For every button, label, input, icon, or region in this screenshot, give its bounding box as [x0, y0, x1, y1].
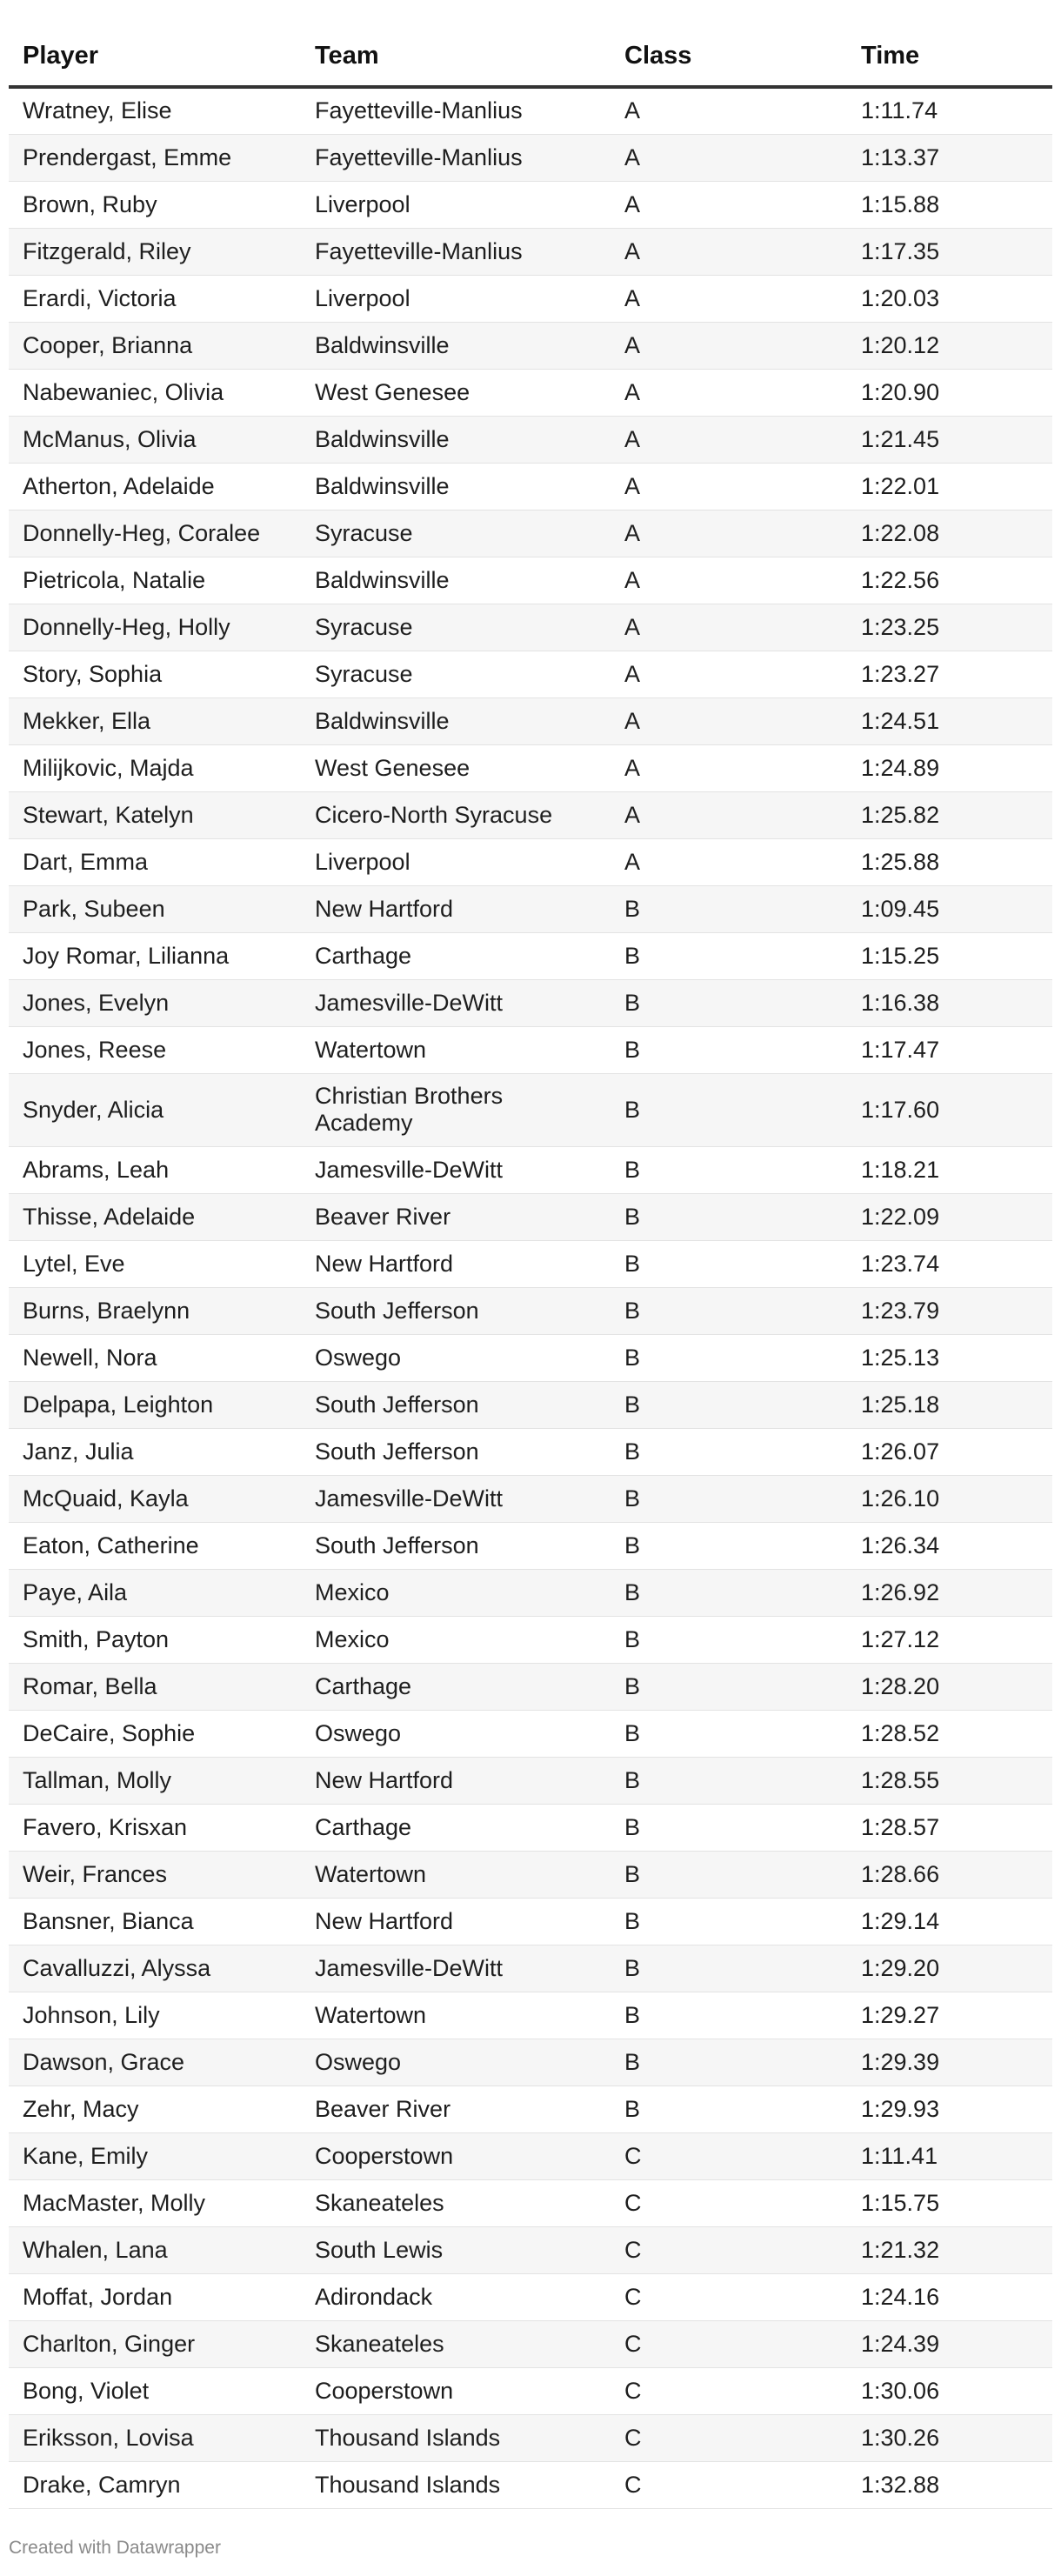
cell-class: B: [611, 1992, 847, 2039]
cell-class: C: [611, 2132, 847, 2179]
cell-player: Favero, Krisxan: [9, 1804, 301, 1851]
cell-player: Delpapa, Leighton: [9, 1381, 301, 1428]
cell-time: 1:15.75: [847, 2179, 1052, 2226]
cell-team: Carthage: [301, 1804, 611, 1851]
cell-time: 1:26.92: [847, 1569, 1052, 1616]
cell-team: Mexico: [301, 1616, 611, 1663]
cell-class: B: [611, 1381, 847, 1428]
cell-time: 1:26.07: [847, 1428, 1052, 1475]
cell-class: B: [611, 1569, 847, 1616]
cell-class: B: [611, 1710, 847, 1757]
cell-class: A: [611, 791, 847, 838]
cell-player: Atherton, Adelaide: [9, 463, 301, 510]
cell-player: Kane, Emily: [9, 2132, 301, 2179]
table-row: [9, 1522, 1052, 1569]
cell-class: C: [611, 2226, 847, 2273]
cell-time: 1:27.12: [847, 1616, 1052, 1663]
cell-team: Carthage: [301, 932, 611, 979]
cell-class: A: [611, 744, 847, 791]
cell-time: 1:16.38: [847, 979, 1052, 1026]
cell-player: McManus, Olivia: [9, 416, 301, 463]
cell-time: 1:23.74: [847, 1240, 1052, 1287]
header-row: [9, 26, 1052, 87]
table-row: [9, 557, 1052, 604]
cell-team: South Lewis: [301, 2226, 611, 2273]
cell-time: 1:24.39: [847, 2320, 1052, 2367]
cell-team: Oswego: [301, 1710, 611, 1757]
table-row: [9, 416, 1052, 463]
cell-player: Donnelly-Heg, Coralee: [9, 510, 301, 557]
table-row: [9, 1851, 1052, 1898]
cell-team: Jamesville-DeWitt: [301, 1945, 611, 1992]
cell-player: MacMaster, Molly: [9, 2179, 301, 2226]
cell-team: South Jefferson: [301, 1522, 611, 1569]
cell-player: Janz, Julia: [9, 1428, 301, 1475]
cell-time: 1:29.20: [847, 1945, 1052, 1992]
cell-time: 1:18.21: [847, 1146, 1052, 1193]
table-row: [9, 979, 1052, 1026]
results-table: [9, 26, 1052, 2509]
datawrapper-credit: Created with Datawrapper: [9, 2538, 221, 2558]
cell-player: Milijkovic, Majda: [9, 744, 301, 791]
cell-player: Abrams, Leah: [9, 1146, 301, 1193]
cell-team: Watertown: [301, 1851, 611, 1898]
cell-player: Smith, Payton: [9, 1616, 301, 1663]
cell-player: Johnson, Lily: [9, 1992, 301, 2039]
cell-time: 1:29.27: [847, 1992, 1052, 2039]
cell-team: Adirondack: [301, 2273, 611, 2320]
table-row: [9, 1710, 1052, 1757]
cell-player: Whalen, Lana: [9, 2226, 301, 2273]
cell-time: 1:24.51: [847, 697, 1052, 744]
cell-class: A: [611, 369, 847, 416]
table-row: [9, 275, 1052, 322]
cell-class: B: [611, 1757, 847, 1804]
cell-team: West Genesee: [301, 369, 611, 416]
table-header: [9, 26, 1052, 87]
cell-team: Syracuse: [301, 604, 611, 651]
cell-time: 1:28.57: [847, 1804, 1052, 1851]
cell-time: 1:15.25: [847, 932, 1052, 979]
cell-player: Tallman, Molly: [9, 1757, 301, 1804]
cell-time: 1:22.01: [847, 463, 1052, 510]
cell-class: B: [611, 932, 847, 979]
header-time[interactable]: Time: [847, 26, 1052, 87]
cell-player: Wratney, Elise: [9, 87, 301, 134]
cell-class: B: [611, 1428, 847, 1475]
cell-player: Thisse, Adelaide: [9, 1193, 301, 1240]
cell-team: South Jefferson: [301, 1428, 611, 1475]
cell-player: Eriksson, Lovisa: [9, 2414, 301, 2461]
table-row: [9, 2461, 1052, 2508]
table-body: [9, 87, 1052, 2508]
cell-time: 1:20.12: [847, 322, 1052, 369]
cell-class: B: [611, 1240, 847, 1287]
cell-player: Dawson, Grace: [9, 2039, 301, 2085]
cell-class: B: [611, 1851, 847, 1898]
cell-player: Moffat, Jordan: [9, 2273, 301, 2320]
table-row: [9, 1334, 1052, 1381]
cell-team: Watertown: [301, 1992, 611, 2039]
cell-team: Beaver River: [301, 2085, 611, 2132]
table-row: [9, 1026, 1052, 1073]
table-row: [9, 2320, 1052, 2367]
cell-team: Baldwinsville: [301, 416, 611, 463]
cell-time: 1:29.93: [847, 2085, 1052, 2132]
table-row: [9, 697, 1052, 744]
cell-team: Liverpool: [301, 181, 611, 228]
table-row: [9, 87, 1052, 134]
cell-player: Story, Sophia: [9, 651, 301, 697]
table-row: [9, 651, 1052, 697]
cell-team: Baldwinsville: [301, 557, 611, 604]
cell-team: New Hartford: [301, 1898, 611, 1945]
table-row: [9, 1804, 1052, 1851]
cell-team: South Jefferson: [301, 1381, 611, 1428]
cell-class: A: [611, 651, 847, 697]
table-row: [9, 228, 1052, 275]
cell-time: 1:21.45: [847, 416, 1052, 463]
cell-time: 1:28.66: [847, 1851, 1052, 1898]
cell-player: Park, Subeen: [9, 885, 301, 932]
cell-team: Syracuse: [301, 651, 611, 697]
table-row: [9, 1757, 1052, 1804]
cell-team: Skaneateles: [301, 2179, 611, 2226]
cell-class: B: [611, 1334, 847, 1381]
table-row: [9, 791, 1052, 838]
cell-player: Newell, Nora: [9, 1334, 301, 1381]
cell-team: Oswego: [301, 2039, 611, 2085]
cell-team: Carthage: [301, 1663, 611, 1710]
table-row: [9, 2179, 1052, 2226]
cell-team: Oswego: [301, 1334, 611, 1381]
cell-time: 1:26.34: [847, 1522, 1052, 1569]
cell-time: 1:09.45: [847, 885, 1052, 932]
cell-player: DeCaire, Sophie: [9, 1710, 301, 1757]
cell-team: Cicero-North Syracuse: [301, 791, 611, 838]
table-row: [9, 134, 1052, 181]
cell-time: 1:17.35: [847, 228, 1052, 275]
cell-player: Charlton, Ginger: [9, 2320, 301, 2367]
cell-player: Drake, Camryn: [9, 2461, 301, 2508]
cell-team: South Jefferson: [301, 1287, 611, 1334]
cell-time: 1:25.13: [847, 1334, 1052, 1381]
cell-class: C: [611, 2414, 847, 2461]
cell-player: Snyder, Alicia: [9, 1073, 301, 1146]
cell-class: B: [611, 1616, 847, 1663]
cell-player: Cavalluzzi, Alyssa: [9, 1945, 301, 1992]
table-row: [9, 2226, 1052, 2273]
cell-time: 1:11.41: [847, 2132, 1052, 2179]
cell-time: 1:24.89: [847, 744, 1052, 791]
cell-time: 1:25.82: [847, 791, 1052, 838]
cell-team: Cooperstown: [301, 2132, 611, 2179]
cell-team: Christian Brothers Academy: [301, 1073, 611, 1146]
cell-time: 1:21.32: [847, 2226, 1052, 2273]
cell-team: New Hartford: [301, 1240, 611, 1287]
table-row: [9, 2039, 1052, 2085]
cell-class: B: [611, 1804, 847, 1851]
cell-time: 1:29.39: [847, 2039, 1052, 2085]
table-row: [9, 1663, 1052, 1710]
table-row: [9, 1945, 1052, 1992]
cell-time: 1:32.88: [847, 2461, 1052, 2508]
cell-time: 1:22.08: [847, 510, 1052, 557]
cell-time: 1:20.03: [847, 275, 1052, 322]
cell-team: Baldwinsville: [301, 463, 611, 510]
cell-team: New Hartford: [301, 1757, 611, 1804]
cell-player: Prendergast, Emme: [9, 134, 301, 181]
cell-time: 1:28.52: [847, 1710, 1052, 1757]
table-row: [9, 838, 1052, 885]
cell-class: B: [611, 2039, 847, 2085]
cell-player: Cooper, Brianna: [9, 322, 301, 369]
cell-team: Fayetteville-Manlius: [301, 228, 611, 275]
table-row: [9, 1992, 1052, 2039]
cell-class: B: [611, 1663, 847, 1710]
cell-player: Dart, Emma: [9, 838, 301, 885]
cell-time: 1:25.18: [847, 1381, 1052, 1428]
cell-class: A: [611, 87, 847, 134]
cell-player: Joy Romar, Lilianna: [9, 932, 301, 979]
cell-class: A: [611, 557, 847, 604]
cell-team: Thousand Islands: [301, 2414, 611, 2461]
cell-team: West Genesee: [301, 744, 611, 791]
cell-player: Romar, Bella: [9, 1663, 301, 1710]
cell-time: 1:23.27: [847, 651, 1052, 697]
table-row: [9, 1073, 1052, 1146]
table-row: [9, 1146, 1052, 1193]
cell-team: Liverpool: [301, 838, 611, 885]
cell-time: 1:28.55: [847, 1757, 1052, 1804]
cell-player: Lytel, Eve: [9, 1240, 301, 1287]
cell-class: B: [611, 1898, 847, 1945]
cell-player: Stewart, Katelyn: [9, 791, 301, 838]
cell-team: Beaver River: [301, 1193, 611, 1240]
cell-class: C: [611, 2320, 847, 2367]
cell-time: 1:20.90: [847, 369, 1052, 416]
table-row: [9, 510, 1052, 557]
table-row: [9, 744, 1052, 791]
cell-time: 1:22.09: [847, 1193, 1052, 1240]
cell-player: Bong, Violet: [9, 2367, 301, 2414]
cell-class: B: [611, 1287, 847, 1334]
header-class[interactable]: Class: [611, 26, 847, 87]
cell-class: C: [611, 2179, 847, 2226]
cell-player: Fitzgerald, Riley: [9, 228, 301, 275]
cell-player: Bansner, Bianca: [9, 1898, 301, 1945]
cell-team: Baldwinsville: [301, 697, 611, 744]
cell-class: C: [611, 2367, 847, 2414]
cell-class: A: [611, 604, 847, 651]
cell-class: B: [611, 1522, 847, 1569]
table-row: [9, 463, 1052, 510]
cell-time: 1:13.37: [847, 134, 1052, 181]
table-row: [9, 1287, 1052, 1334]
table-row: [9, 2273, 1052, 2320]
cell-team: Jamesville-DeWitt: [301, 1475, 611, 1522]
cell-player: Jones, Evelyn: [9, 979, 301, 1026]
cell-team: Skaneateles: [301, 2320, 611, 2367]
table-row: [9, 604, 1052, 651]
cell-class: B: [611, 1945, 847, 1992]
cell-time: 1:11.74: [847, 87, 1052, 134]
cell-class: B: [611, 1475, 847, 1522]
table-row: [9, 1240, 1052, 1287]
table-row: [9, 1381, 1052, 1428]
cell-time: 1:23.25: [847, 604, 1052, 651]
cell-time: 1:30.26: [847, 2414, 1052, 2461]
cell-team: Fayetteville-Manlius: [301, 87, 611, 134]
cell-class: B: [611, 979, 847, 1026]
cell-team: New Hartford: [301, 885, 611, 932]
cell-time: 1:25.88: [847, 838, 1052, 885]
cell-time: 1:15.88: [847, 181, 1052, 228]
table-row: [9, 181, 1052, 228]
cell-player: Brown, Ruby: [9, 181, 301, 228]
table-row: [9, 1193, 1052, 1240]
cell-player: Nabewaniec, Olivia: [9, 369, 301, 416]
table-row: [9, 2367, 1052, 2414]
cell-player: Paye, Aila: [9, 1569, 301, 1616]
table-row: [9, 322, 1052, 369]
cell-player: Donnelly-Heg, Holly: [9, 604, 301, 651]
cell-player: Zehr, Macy: [9, 2085, 301, 2132]
cell-team: Thousand Islands: [301, 2461, 611, 2508]
cell-class: A: [611, 416, 847, 463]
header-team[interactable]: Team: [301, 26, 611, 87]
cell-team: Cooperstown: [301, 2367, 611, 2414]
cell-class: A: [611, 697, 847, 744]
cell-team: Mexico: [301, 1569, 611, 1616]
cell-time: 1:17.60: [847, 1073, 1052, 1146]
cell-time: 1:30.06: [847, 2367, 1052, 2414]
table-row: [9, 2132, 1052, 2179]
cell-class: A: [611, 181, 847, 228]
cell-class: A: [611, 463, 847, 510]
cell-time: 1:22.56: [847, 557, 1052, 604]
table-row: [9, 2085, 1052, 2132]
table-row: [9, 369, 1052, 416]
cell-player: Eaton, Catherine: [9, 1522, 301, 1569]
table-row: [9, 2414, 1052, 2461]
cell-class: A: [611, 510, 847, 557]
cell-team: Baldwinsville: [301, 322, 611, 369]
cell-class: B: [611, 1146, 847, 1193]
cell-time: 1:28.20: [847, 1663, 1052, 1710]
cell-class: B: [611, 1026, 847, 1073]
cell-class: B: [611, 885, 847, 932]
table-row: [9, 1475, 1052, 1522]
cell-team: Syracuse: [301, 510, 611, 557]
cell-team: Jamesville-DeWitt: [301, 979, 611, 1026]
cell-class: A: [611, 275, 847, 322]
cell-class: B: [611, 2085, 847, 2132]
table-row: [9, 1898, 1052, 1945]
table-row: [9, 1616, 1052, 1663]
cell-time: 1:23.79: [847, 1287, 1052, 1334]
cell-player: Jones, Reese: [9, 1026, 301, 1073]
cell-time: 1:26.10: [847, 1475, 1052, 1522]
cell-class: C: [611, 2461, 847, 2508]
cell-team: Jamesville-DeWitt: [301, 1146, 611, 1193]
cell-player: Pietricola, Natalie: [9, 557, 301, 604]
cell-class: B: [611, 1193, 847, 1240]
header-player[interactable]: Player: [9, 26, 301, 87]
cell-class: A: [611, 134, 847, 181]
cell-player: Burns, Braelynn: [9, 1287, 301, 1334]
table-row: [9, 885, 1052, 932]
cell-class: C: [611, 2273, 847, 2320]
cell-team: Liverpool: [301, 275, 611, 322]
cell-team: Fayetteville-Manlius: [301, 134, 611, 181]
cell-player: Weir, Frances: [9, 1851, 301, 1898]
cell-player: Mekker, Ella: [9, 697, 301, 744]
table-row: [9, 932, 1052, 979]
cell-player: Erardi, Victoria: [9, 275, 301, 322]
cell-class: A: [611, 228, 847, 275]
table-row: [9, 1569, 1052, 1616]
cell-time: 1:29.14: [847, 1898, 1052, 1945]
cell-time: 1:24.16: [847, 2273, 1052, 2320]
cell-class: B: [611, 1073, 847, 1146]
cell-team: Watertown: [301, 1026, 611, 1073]
cell-class: A: [611, 322, 847, 369]
cell-time: 1:17.47: [847, 1026, 1052, 1073]
table-row: [9, 1428, 1052, 1475]
cell-class: A: [611, 838, 847, 885]
cell-player: McQuaid, Kayla: [9, 1475, 301, 1522]
